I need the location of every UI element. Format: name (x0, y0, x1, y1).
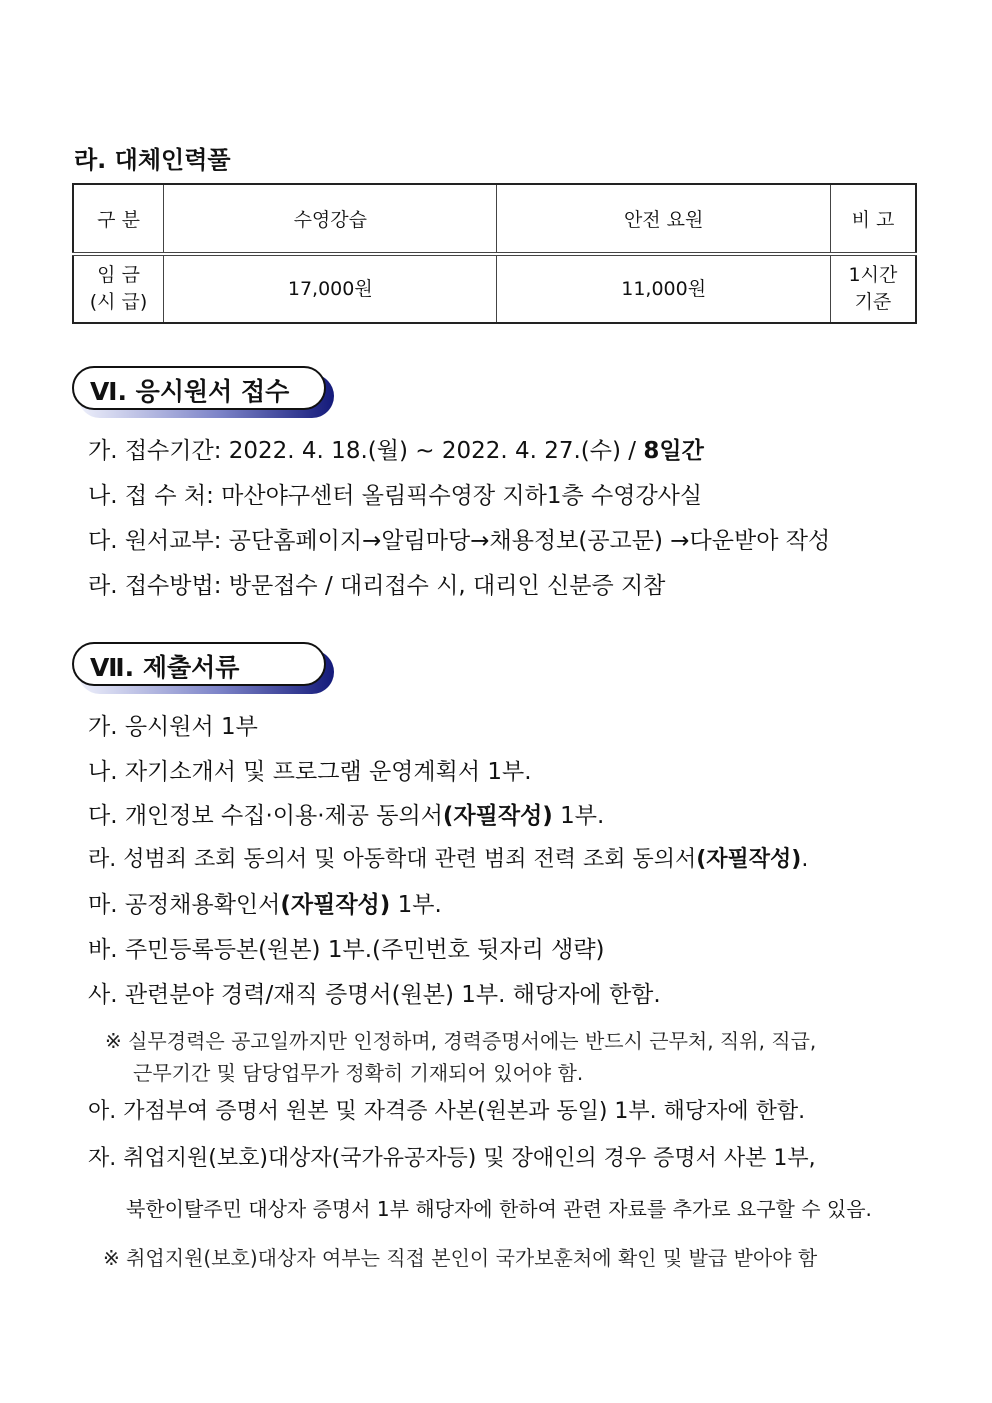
header-swim-lesson: 수영강습 (164, 184, 497, 254)
section7-item-defector: 북한이탈주민 대상자 증명서 1부 해당자에 한하여 관련 자료를 추가로 요구할 수 있음. (126, 1197, 872, 1221)
section7-heading-badge (72, 642, 334, 694)
swim-wage-cell: 17,000원 (164, 254, 497, 323)
row-label-line2: (시 급) (89, 291, 148, 313)
table-row-wage (73, 254, 916, 323)
section6-item-location: 나. 접 수 처: 마산야구센터 올림픽수영장 지하1층 수영강사실 (88, 483, 703, 509)
section7-item-career-cert: 사. 관련분야 경력/재직 증명서(원본) 1부. 해당자에 한함. (88, 982, 661, 1008)
row-label-wage (73, 254, 164, 323)
remarks-line1: 1시간 (848, 264, 898, 286)
header-remarks: 비 고 (830, 184, 916, 254)
support-note: ※ 취업지원(보호)대상자 여부는 직접 본인이 국가보훈처에 확인 및 발급 받아야 함 (103, 1246, 818, 1270)
section7-item-self-intro: 나. 자기소개서 및 프로그램 운영계획서 1부. (88, 759, 532, 785)
section7-title: Ⅶ. 제출서류 (90, 653, 240, 682)
remarks-line2: 기준 (854, 291, 892, 313)
section6-item-form: 다. 원서교부: 공단홈페이지→알림마당→채용정보(공고문) →다운받아 작성 (88, 528, 831, 554)
substitute-pool-table (72, 183, 917, 324)
section7-item-privacy-consent: 다. 개인정보 수집·이용·제공 동의서(자필작성) 1부. (88, 803, 605, 829)
career-note-line1: ※ 실무경력은 공고일까지만 인정하며, 경력증명서에는 반드시 근무처, 직위, 직급, (105, 1029, 817, 1053)
table-header-row (73, 184, 916, 254)
safety-wage-cell: 11,000원 (497, 254, 830, 323)
section6-item-period: 가. 접수기간: 2022. 4. 18.(월) ~ 2022. 4. 27.(수) / 8일간 (88, 438, 704, 464)
header-category: 구 분 (73, 184, 164, 254)
section6-heading-badge (72, 366, 334, 418)
section7-item-employment-support: 자. 취업지원(보호)대상자(국가유공자등) 및 장애인의 경우 증명서 사본 1부, (88, 1146, 816, 1171)
header-safety-guard: 안전 요원 (497, 184, 830, 254)
row-label-line1: 임 금 (97, 264, 140, 286)
period-days: 8일간 (643, 438, 704, 464)
section7-item-application: 가. 응시원서 1부 (88, 714, 258, 740)
section-title-substitute-pool: 라. 대체인력풀 (74, 146, 231, 174)
section7-item-fair-hiring: 마. 공정채용확인서(자필작성) 1부. (88, 892, 442, 918)
section6-title: Ⅵ. 응시원서 접수 (90, 377, 290, 406)
section6-item-method: 라. 접수방법: 방문접수 / 대리접수 시, 대리인 신분증 지참 (88, 573, 666, 599)
section7-item-crime-check: 라. 성범죄 조회 동의서 및 아동학대 관련 범죄 전력 조회 동의서(자필작성). (88, 847, 809, 872)
section7-item-resident-register: 바. 주민등록등본(원본) 1부.(주민번호 뒷자리 생략) (88, 937, 605, 963)
remarks-cell (830, 254, 916, 323)
section7-item-bonus-cert: 아. 가점부여 증명서 원본 및 자격증 사본(원본과 동일) 1부. 해당자에 한함. (88, 1099, 806, 1124)
career-note-line2: 근무기간 및 담당업무가 정확히 기재되어 있어야 함. (133, 1061, 584, 1085)
